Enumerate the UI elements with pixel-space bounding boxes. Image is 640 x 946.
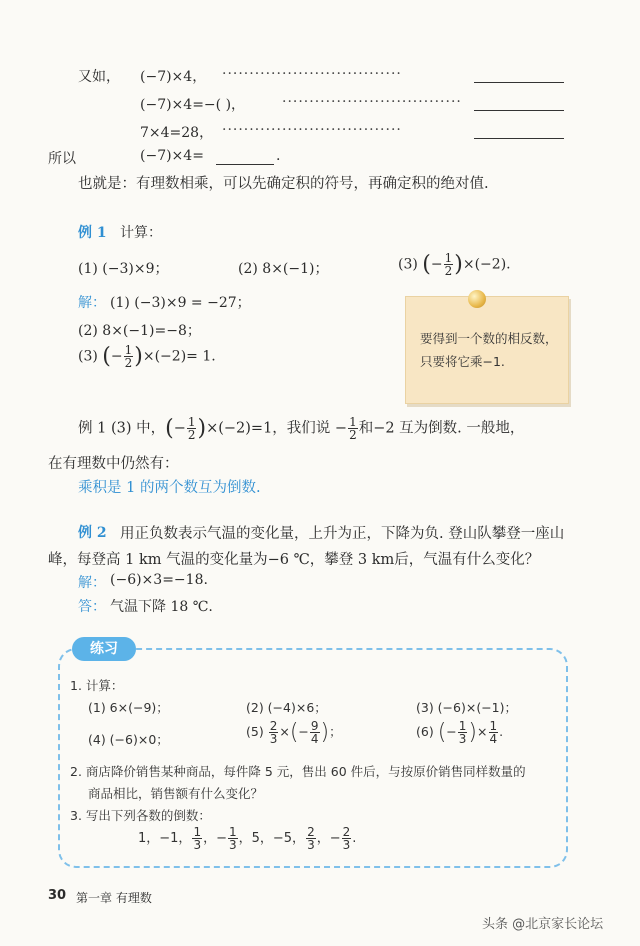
example1-task: 计算： — [120, 225, 162, 241]
answer2-label: 答： — [78, 599, 106, 615]
dot-leader-3: ································· — [222, 122, 402, 138]
answer-blank-2[interactable] — [474, 110, 564, 111]
example1-label: 例 1 — [78, 225, 107, 241]
exercise-q3: 3. 写出下列各数的倒数： — [70, 808, 211, 823]
expr-line-4: (−7)×4= — [140, 148, 204, 164]
summary-text: 也就是：有理数相乘，可以先确定积的符号，再确定积的绝对值. — [78, 176, 489, 192]
chapter-title: 第一章 有理数 — [76, 891, 152, 905]
example2-label: 例 2 — [78, 525, 107, 541]
watermark-text: 头条 @北京家长论坛 — [482, 917, 604, 932]
fraction-two-thirds: $\frac{2}{3}$ — [269, 719, 278, 746]
fraction-half: $\frac{1}{2}$ — [444, 251, 453, 278]
pushpin-icon — [468, 290, 486, 308]
dot-leader-1: ································· — [222, 66, 402, 82]
so-label: 所以 — [48, 151, 76, 167]
page-number: 30 — [48, 888, 67, 903]
answer-blank-4[interactable] — [216, 164, 274, 165]
example1-part3: (3) (− $\frac{1}{2}$ )×(−2). — [398, 251, 511, 278]
q3-list-part-b: ，5，−5， — [238, 831, 306, 846]
fraction-half: $\frac{1}{2}$ — [124, 343, 133, 370]
reciprocal-rule: 乘积是 1 的两个数互为倒数. — [78, 480, 261, 496]
solution1-label: 解： — [78, 295, 106, 311]
expr-line-3: 7×4=28， — [140, 125, 214, 141]
exercise-q1-item3: (3) (−6)×(−1)； — [416, 700, 518, 715]
example1-part2: (2) 8×(−1)； — [238, 261, 329, 277]
exercise-q2-line1: 2. 商店降价销售某种商品，每件降 5 元，售出 60 件后，与按原价销售同样数量的 — [70, 764, 526, 779]
exercise-q1-item4: (4) (−6)×0； — [88, 732, 169, 747]
exercise-q1-item5: (5) $\frac{2}{3}$ ×(− $\frac{9}{4}$ )； — [246, 719, 342, 746]
fraction-two-thirds: $\frac{2}{3}$ — [307, 825, 315, 852]
item5-prefix: (5) — [246, 724, 264, 739]
solution1-line2: (2) 8×(−1)=−8； — [78, 323, 201, 339]
reciprocal-part-1: 例 1 (3) 中， — [78, 420, 166, 437]
solution-suffix: ×(−2)= 1. — [142, 348, 216, 365]
solution2-label: 解： — [78, 575, 106, 591]
q3-list-part-a: 1，−1， — [138, 831, 192, 846]
fraction-half: $\frac{1}{2}$ — [187, 415, 196, 442]
expr-line-1: (−7)×4， — [140, 69, 207, 85]
reciprocal-text: 例 1 (3) 中，(− $\frac{1}{2}$ )×(−2)=1，我们说 − $\frac{1}{2}$ 和−2 互为倒数. 一般地， — [78, 415, 525, 442]
solution1-line3: (3) (− $\frac{1}{2}$ )×(−2)= 1. — [78, 343, 216, 370]
exercise-q1-item6: (6) (− $\frac{1}{3}$ )× $\frac{1}{4}$ . — [416, 719, 504, 746]
exercise-q1: 1. 计算： — [70, 678, 124, 693]
fraction-one-quarter: $\frac{1}{4}$ — [489, 719, 498, 746]
fraction-nine-quarters: $\frac{9}{4}$ — [310, 719, 319, 746]
reciprocal-part-2: ×(−2)=1，我们说 − — [206, 420, 348, 437]
item6-prefix: (6) — [416, 724, 434, 739]
exercise-tag: 练习 — [72, 637, 136, 661]
answer-blank-1[interactable] — [474, 82, 564, 83]
expr-line-2: (−7)×4=−( )， — [140, 97, 246, 113]
exercise-q2-line2: 商品相比，销售额有什么变化？ — [88, 786, 264, 801]
answer2-text: 气温下降 18 ℃. — [110, 599, 213, 615]
fraction-one-third: $\frac{1}{3}$ — [228, 825, 237, 852]
example2-text-2: 峰，每登高 1 km 气温的变化量为−6 ℃，攀登 3 km后，气温有什么变化？ — [48, 552, 540, 568]
answer-blank-3[interactable] — [474, 138, 564, 139]
fraction-two-thirds: $\frac{2}{3}$ — [342, 825, 351, 852]
fraction-one-third: $\frac{1}{3}$ — [193, 825, 202, 852]
reciprocal-part-3: 和−2 互为倒数. 一般地， — [358, 420, 525, 437]
part3-prefix: (3) — [398, 256, 418, 273]
part3-suffix: ×(−2). — [462, 256, 511, 273]
exercise-q1-item2: (2) (−4)×6； — [246, 700, 327, 715]
expr-line-4-end: . — [276, 148, 281, 164]
exercise-q1-item1: (1) 6×(−9)； — [88, 700, 169, 715]
tip-note-card — [405, 296, 569, 404]
example1-part1: (1) (−3)×9； — [78, 261, 169, 277]
fraction-one-third: $\frac{1}{3}$ — [458, 719, 467, 746]
tip-note-text: 要得到一个数的相反数，只要将它乘−1. — [420, 331, 558, 369]
fraction-half: $\frac{1}{2}$ — [349, 415, 357, 442]
solution1-line1: (1) (−3)×9 = −27； — [110, 295, 251, 311]
again-label: 又如， — [78, 69, 120, 85]
solution2-text: (−6)×3=−18. — [110, 572, 208, 588]
example2-text-1: 用正负数表示气温的变化量，上升为正，下降为负. 登山队攀登一座山 — [120, 526, 565, 542]
exercise-q3-list: 1，−1， $\frac{1}{3}$ ，− $\frac{1}{3}$ ，5，−5， $\frac{2}{3}$ ，− $\frac{2}{3}$ . — [138, 825, 357, 852]
reciprocal-line-2: 在有理数中仍然有： — [48, 456, 179, 472]
dot-leader-2: ································· — [282, 94, 462, 110]
solution-prefix: (3) — [78, 348, 98, 365]
